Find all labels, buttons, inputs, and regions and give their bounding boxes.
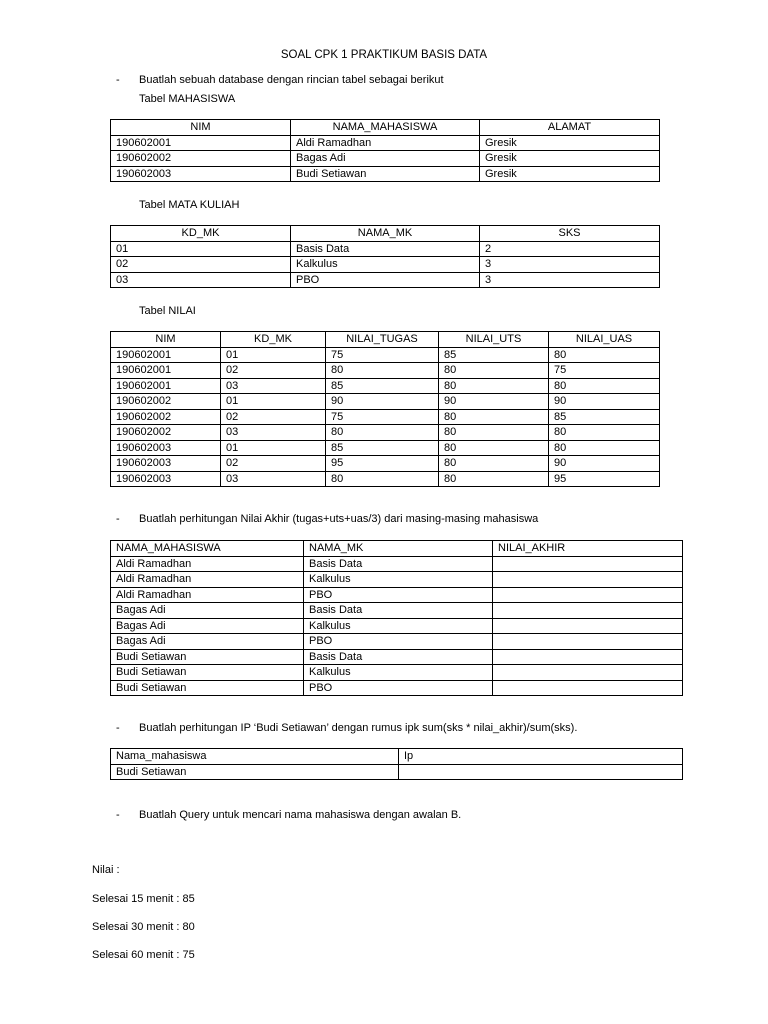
table-ip xyxy=(110,748,683,780)
table-cell: 02 xyxy=(111,257,291,273)
table-cell: 80 xyxy=(549,425,660,441)
table-row xyxy=(111,680,683,696)
bullet-q4: - xyxy=(116,809,120,821)
table-row xyxy=(111,764,683,780)
table-cell: Basis Data xyxy=(304,649,493,665)
scoring-item: Selesai 15 menit : 85 xyxy=(92,893,195,905)
table-cell: 80 xyxy=(439,440,549,456)
table-header-row xyxy=(111,749,683,765)
table-cell: Aldi Ramadhan xyxy=(291,135,480,151)
table-cell: 90 xyxy=(439,394,549,410)
table-header-row xyxy=(111,226,660,242)
scoring-item: Selesai 60 menit : 75 xyxy=(92,949,195,961)
header-cell: NILAI_UTS xyxy=(439,332,549,348)
table-row xyxy=(111,347,660,363)
label-tabel-nilai: Tabel NILAI xyxy=(139,305,196,317)
table-row xyxy=(111,572,683,588)
table-cell: 01 xyxy=(221,347,326,363)
table-cell: 03 xyxy=(111,272,291,288)
table-cell xyxy=(493,603,683,619)
header-cell: Ip xyxy=(399,749,683,765)
table-row xyxy=(111,556,683,572)
table-cell xyxy=(493,572,683,588)
table-row xyxy=(111,440,660,456)
table-row xyxy=(111,363,660,379)
table-cell: 190602003 xyxy=(111,166,291,182)
table-cell: 190602001 xyxy=(111,363,221,379)
table-row xyxy=(111,603,683,619)
header-cell: ALAMAT xyxy=(480,120,660,136)
table-row xyxy=(111,425,660,441)
header-cell: Nama_mahasiswa xyxy=(111,749,399,765)
table-cell: 80 xyxy=(549,347,660,363)
table-cell: Kalkulus xyxy=(304,572,493,588)
table-cell: 03 xyxy=(221,471,326,487)
table-cell: 80 xyxy=(439,378,549,394)
table-cell: 01 xyxy=(221,394,326,410)
table-mahasiswa xyxy=(110,119,660,182)
header-cell: SKS xyxy=(480,226,660,242)
table-row xyxy=(111,649,683,665)
table-cell: 190602001 xyxy=(111,378,221,394)
scoring-item: Selesai 30 menit : 80 xyxy=(92,921,195,933)
table-cell: Gresik xyxy=(480,151,660,167)
table-cell: Bagas Adi xyxy=(291,151,480,167)
table-row xyxy=(111,394,660,410)
q2-text: Buatlah perhitungan Nilai Akhir (tugas+uts+uas/3) dari masing-masing mahasiswa xyxy=(139,513,539,525)
table-cell: 190602002 xyxy=(111,425,221,441)
header-cell: NAMA_MK xyxy=(304,541,493,557)
table-cell xyxy=(493,665,683,681)
table-matakuliah xyxy=(110,225,660,288)
table-cell: Gresik xyxy=(480,135,660,151)
label-tabel-mahasiswa: Tabel MAHASISWA xyxy=(139,93,236,105)
table-nilai-akhir xyxy=(110,540,683,696)
table-cell: 190602002 xyxy=(111,409,221,425)
table-cell: Aldi Ramadhan xyxy=(111,572,304,588)
table-cell: 190602001 xyxy=(111,347,221,363)
table-cell: PBO xyxy=(304,680,493,696)
table-row xyxy=(111,471,660,487)
table-cell: Basis Data xyxy=(304,556,493,572)
header-cell: NAMA_MAHASISWA xyxy=(291,120,480,136)
table-cell: 75 xyxy=(326,409,439,425)
table-row xyxy=(111,135,660,151)
table-row xyxy=(111,257,660,273)
table-row xyxy=(111,151,660,167)
table-cell xyxy=(493,649,683,665)
table-header-row xyxy=(111,541,683,557)
q4-text: Buatlah Query untuk mencari nama mahasiswa dengan awalan B. xyxy=(139,809,462,821)
table-cell: 190602003 xyxy=(111,440,221,456)
table-cell: Aldi Ramadhan xyxy=(111,556,304,572)
table-cell: 85 xyxy=(549,409,660,425)
table-row xyxy=(111,272,660,288)
table-cell: 95 xyxy=(326,456,439,472)
table-cell xyxy=(493,556,683,572)
header-cell: NILAI_TUGAS xyxy=(326,332,439,348)
table-row xyxy=(111,587,683,603)
table-cell: 80 xyxy=(326,425,439,441)
table-cell: 75 xyxy=(326,347,439,363)
table-cell: Bagas Adi xyxy=(111,603,304,619)
table-cell: 80 xyxy=(439,425,549,441)
header-cell: NIM xyxy=(111,332,221,348)
table-cell: Budi Setiawan xyxy=(111,649,304,665)
table-row xyxy=(111,378,660,394)
header-cell: NILAI_UAS xyxy=(549,332,660,348)
table-cell: 03 xyxy=(221,425,326,441)
table-cell: 01 xyxy=(111,241,291,257)
table-cell: 190602003 xyxy=(111,456,221,472)
table-row xyxy=(111,665,683,681)
table-cell: 190602001 xyxy=(111,135,291,151)
table-cell xyxy=(493,587,683,603)
table-row xyxy=(111,166,660,182)
table-cell: Budi Setiawan xyxy=(111,764,399,780)
header-cell: NAMA_MK xyxy=(291,226,480,242)
table-cell: PBO xyxy=(291,272,480,288)
table-cell: 190602002 xyxy=(111,151,291,167)
header-cell: KD_MK xyxy=(221,332,326,348)
table-cell: Kalkulus xyxy=(304,665,493,681)
header-cell: NAMA_MAHASISWA xyxy=(111,541,304,557)
table-cell: 90 xyxy=(549,456,660,472)
table-cell: 02 xyxy=(221,363,326,379)
table-cell: 3 xyxy=(480,257,660,273)
table-row xyxy=(111,634,683,650)
table-cell: Kalkulus xyxy=(304,618,493,634)
table-cell: 85 xyxy=(439,347,549,363)
header-cell: NILAI_AKHIR xyxy=(493,541,683,557)
table-cell: Bagas Adi xyxy=(111,618,304,634)
table-cell: 80 xyxy=(326,471,439,487)
table-cell: 90 xyxy=(549,394,660,410)
table-cell: 3 xyxy=(480,272,660,288)
table-cell xyxy=(493,618,683,634)
table-cell: PBO xyxy=(304,634,493,650)
table-row xyxy=(111,241,660,257)
table-cell: 03 xyxy=(221,378,326,394)
header-cell: NIM xyxy=(111,120,291,136)
table-header-row xyxy=(111,120,660,136)
table-cell: 80 xyxy=(549,440,660,456)
table-cell xyxy=(493,634,683,650)
table-row xyxy=(111,409,660,425)
table-cell: Budi Setiawan xyxy=(291,166,480,182)
label-tabel-matakuliah: Tabel MATA KULIAH xyxy=(139,199,240,211)
table-cell xyxy=(493,680,683,696)
table-cell: Budi Setiawan xyxy=(111,665,304,681)
table-header-row xyxy=(111,332,660,348)
bullet-q1: - xyxy=(116,74,120,86)
table-cell: Budi Setiawan xyxy=(111,680,304,696)
header-cell: KD_MK xyxy=(111,226,291,242)
table-cell: 75 xyxy=(549,363,660,379)
bullet-q3: - xyxy=(116,722,120,734)
table-cell: 2 xyxy=(480,241,660,257)
table-cell: Bagas Adi xyxy=(111,634,304,650)
table-cell: Aldi Ramadhan xyxy=(111,587,304,603)
table-cell: 85 xyxy=(326,378,439,394)
table-cell: 80 xyxy=(326,363,439,379)
bullet-q2: - xyxy=(116,513,120,525)
scoring-label: Nilai : xyxy=(92,864,120,876)
table-cell xyxy=(399,764,683,780)
page-title: SOAL CPK 1 PRAKTIKUM BASIS DATA xyxy=(280,49,488,61)
table-cell: 01 xyxy=(221,440,326,456)
table-cell: 80 xyxy=(439,456,549,472)
q3-text: Buatlah perhitungan IP ‘Budi Setiawan’ dengan rumus ipk sum(sks * nilai_akhir)/sum(sks). xyxy=(139,722,578,734)
table-cell: 02 xyxy=(221,409,326,425)
table-cell: 190602002 xyxy=(111,394,221,410)
table-cell: 95 xyxy=(549,471,660,487)
table-row xyxy=(111,456,660,472)
table-cell: 80 xyxy=(439,471,549,487)
table-nilai xyxy=(110,331,660,487)
table-cell: 85 xyxy=(326,440,439,456)
table-row xyxy=(111,618,683,634)
table-cell: 190602003 xyxy=(111,471,221,487)
table-cell: 80 xyxy=(439,363,549,379)
table-cell: Basis Data xyxy=(291,241,480,257)
table-cell: Basis Data xyxy=(304,603,493,619)
q1-text: Buatlah sebuah database dengan rincian tabel sebagai berikut xyxy=(139,74,444,86)
table-cell: 90 xyxy=(326,394,439,410)
table-cell: Kalkulus xyxy=(291,257,480,273)
table-cell: PBO xyxy=(304,587,493,603)
table-cell: 80 xyxy=(439,409,549,425)
table-cell: Gresik xyxy=(480,166,660,182)
table-cell: 02 xyxy=(221,456,326,472)
table-cell: 80 xyxy=(549,378,660,394)
